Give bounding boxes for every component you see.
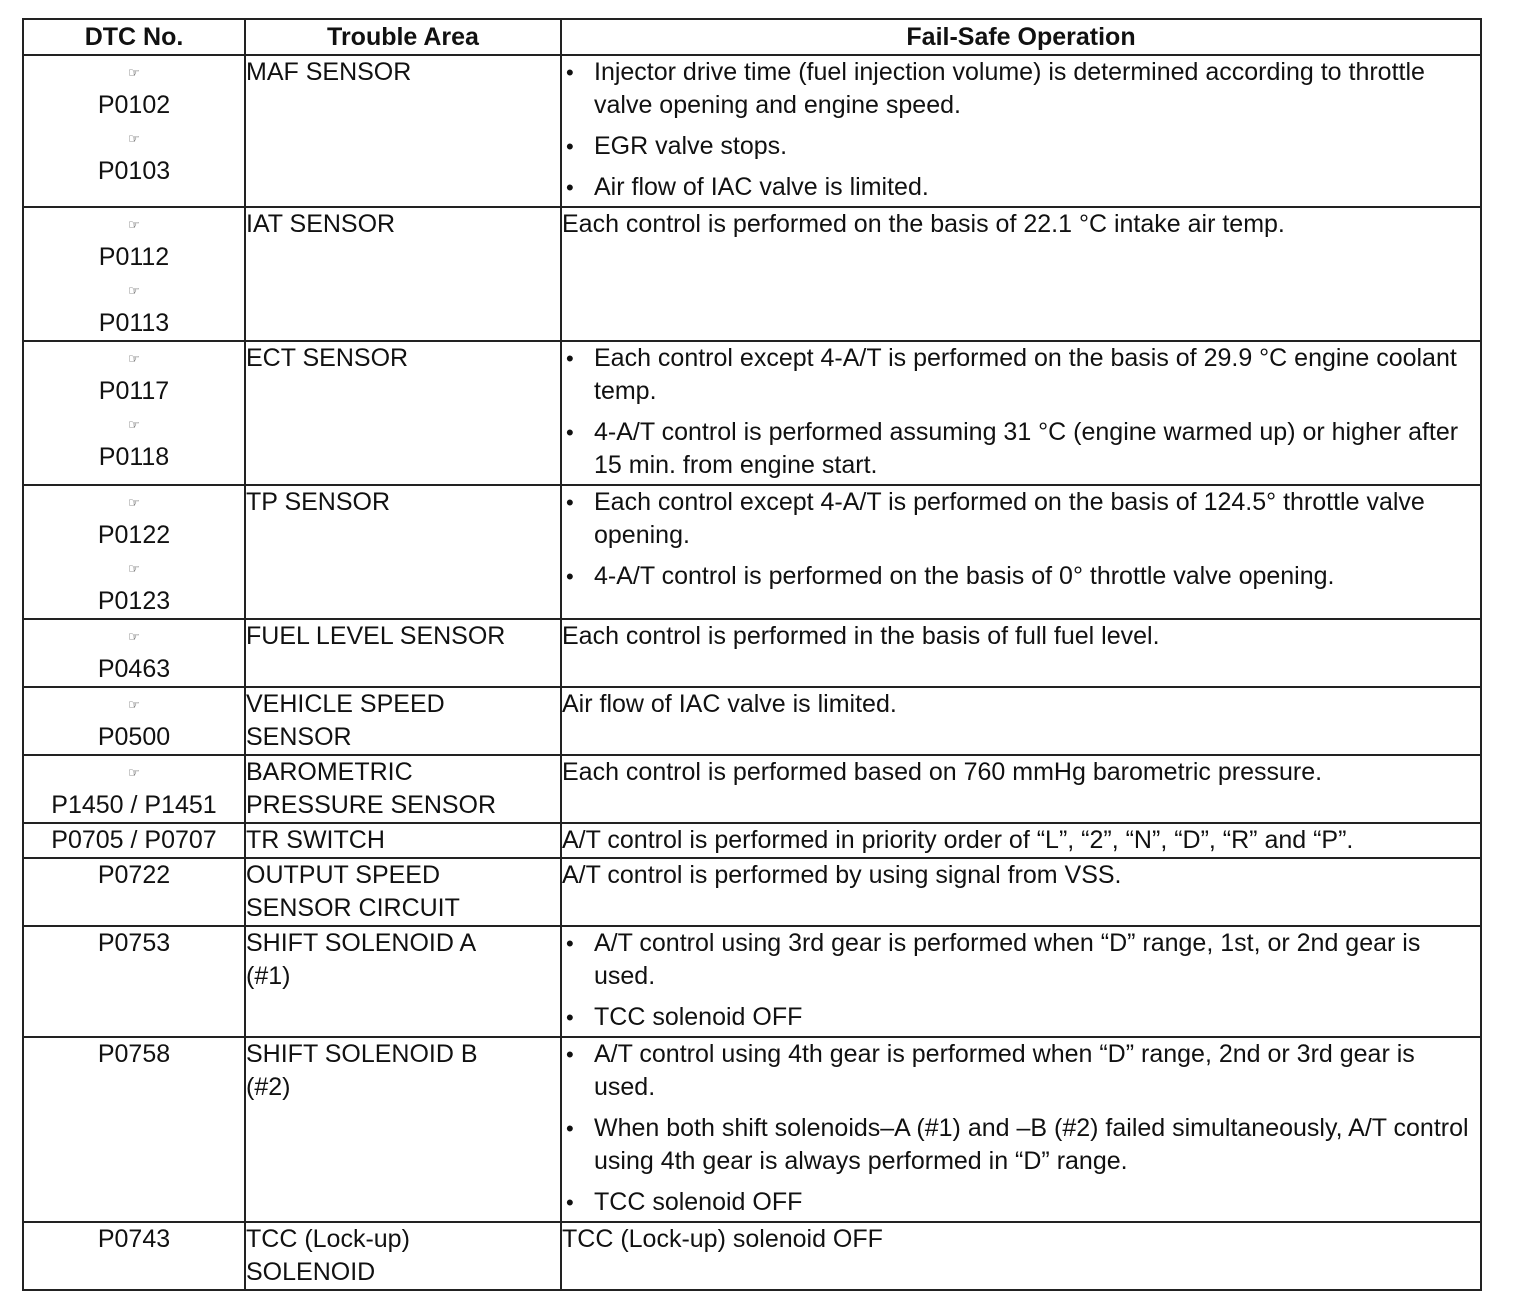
operation-bullet-list — [562, 56, 1480, 204]
trouble-area-text: PRESSURE SENSOR — [246, 791, 497, 819]
trouble-area-text: TP SENSOR — [246, 488, 391, 516]
dtc-code-cell — [23, 687, 245, 755]
trouble-area-text: (#2) — [246, 1073, 291, 1101]
trouble-area-text: IAT SENSOR — [246, 210, 396, 238]
trouble-area-cell — [245, 926, 561, 1037]
ref-hand-icon[interactable]: ☞ — [128, 131, 140, 146]
ref-hand-icon[interactable]: ☞ — [128, 495, 140, 510]
dtc-code-cell — [23, 207, 245, 341]
dtc-code-cell — [23, 619, 245, 687]
fail-safe-table — [22, 18, 1482, 1291]
dtc-code-cell — [23, 1037, 245, 1222]
trouble-area-text: SOLENOID — [246, 1258, 376, 1286]
dtc-code[interactable]: P0118 — [98, 443, 170, 471]
dtc-code[interactable]: P1450 / P1451 — [51, 791, 217, 819]
table-body — [23, 55, 1481, 1290]
operation-bullet-item: • EGR valve stops. — [562, 130, 1480, 163]
fail-safe-operation-cell — [561, 55, 1481, 207]
operation-text: TCC (Lock-up) solenoid OFF — [562, 1225, 883, 1253]
operation-bullet-item: • A/T control using 4th gear is performed when “D” range, 2nd or 3rd gear is used. — [562, 1038, 1480, 1104]
table-row — [23, 858, 1481, 926]
trouble-area-cell — [245, 485, 561, 619]
operation-bullet-list — [562, 342, 1480, 482]
ref-hand-icon[interactable]: ☞ — [128, 765, 140, 780]
ref-hand-icon[interactable]: ☞ — [128, 65, 140, 80]
dtc-code-cell — [23, 1222, 245, 1290]
trouble-area-cell — [245, 858, 561, 926]
table-row — [23, 1037, 1481, 1222]
operation-bullet-item: • Each control except 4-A/T is performed on the basis of 124.5° throttle valve opening. — [562, 486, 1480, 552]
table-row — [23, 485, 1481, 619]
trouble-area-cell — [245, 1222, 561, 1290]
operation-bullet-item: • A/T control using 3rd gear is performed when “D” range, 1st, or 2nd gear is used. — [562, 927, 1480, 993]
ref-hand-icon[interactable]: ☞ — [128, 561, 140, 576]
table-row — [23, 207, 1481, 341]
dtc-code[interactable]: P0103 — [97, 157, 171, 185]
operation-bullet-item: • When both shift solenoids–A (#1) and –B (#2) failed simultaneously, A/T control using 4th gear is always performed in “D” range. — [562, 1112, 1480, 1178]
fail-safe-operation-cell — [561, 755, 1481, 823]
ref-hand-icon[interactable]: ☞ — [128, 629, 140, 644]
trouble-area-cell — [245, 687, 561, 755]
operation-bullet-item: • Each control except 4-A/T is performed on the basis of 29.9 °C engine coolant temp. — [562, 342, 1480, 408]
trouble-area-text: (#1) — [246, 962, 291, 990]
dtc-code-cell — [23, 341, 245, 485]
ref-hand-icon[interactable]: ☞ — [128, 351, 140, 366]
table-row — [23, 755, 1481, 823]
operation-text: A/T control is performed in priority order of “L”, “2”, “N”, “D”, “R” and “P”. — [562, 826, 1354, 854]
fail-safe-operation-cell — [561, 207, 1481, 341]
trouble-area-text: SENSOR — [246, 723, 352, 751]
trouble-area-cell — [245, 207, 561, 341]
operation-bullet-item: • 4-A/T control is performed on the basis of 0° throttle valve opening. — [562, 560, 1480, 593]
table-row — [23, 1222, 1481, 1290]
operation-bullet-item: • Air flow of IAC valve is limited. — [562, 171, 1480, 204]
dtc-code[interactable]: P0122 — [97, 521, 171, 549]
trouble-area-cell — [245, 755, 561, 823]
dtc-code-cell — [23, 485, 245, 619]
trouble-area-text: VEHICLE SPEED — [246, 690, 445, 718]
dtc-code[interactable]: P0753 — [97, 929, 171, 957]
trouble-area-text: MAF SENSOR — [246, 58, 412, 86]
trouble-area-text: SHIFT SOLENOID A — [246, 929, 477, 957]
dtc-code[interactable]: P0463 — [97, 655, 171, 683]
fail-safe-operation-cell — [561, 926, 1481, 1037]
dtc-code[interactable]: P0705 / P0707 — [51, 826, 217, 854]
fail-safe-operation-cell — [561, 823, 1481, 858]
fail-safe-operation-cell — [561, 1222, 1481, 1290]
header-row — [23, 19, 1481, 55]
trouble-area-text: BAROMETRIC — [246, 758, 413, 786]
trouble-area-cell — [245, 823, 561, 858]
dtc-code[interactable]: P0113 — [98, 309, 170, 337]
dtc-code-cell — [23, 55, 245, 207]
fail-safe-operation-cell — [561, 687, 1481, 755]
operation-text: Each control is performed based on 760 mmHg barometric pressure. — [562, 758, 1323, 786]
ref-hand-icon[interactable]: ☞ — [128, 217, 140, 232]
dtc-code[interactable]: P0500 — [97, 723, 171, 751]
trouble-area-cell — [245, 619, 561, 687]
trouble-area-text: ECT SENSOR — [246, 344, 409, 372]
fail-safe-operation-cell — [561, 485, 1481, 619]
operation-bullet-list — [562, 486, 1480, 593]
dtc-code[interactable]: P0743 — [97, 1225, 171, 1253]
trouble-area-text: FUEL LEVEL SENSOR — [246, 622, 506, 650]
header-trouble-area: Trouble Area — [245, 19, 561, 55]
table-row — [23, 619, 1481, 687]
trouble-area-cell — [245, 1037, 561, 1222]
dtc-code[interactable]: P0123 — [97, 587, 171, 615]
dtc-code[interactable]: P0722 — [97, 861, 171, 889]
operation-bullet-item: • Injector drive time (fuel injection volume) is determined according to throttle valve opening and engine speed. — [562, 56, 1480, 122]
ref-hand-icon[interactable]: ☞ — [128, 417, 140, 432]
dtc-code-cell — [23, 858, 245, 926]
table-row — [23, 687, 1481, 755]
dtc-code[interactable]: P0102 — [97, 91, 171, 119]
operation-text: A/T control is performed by using signal from VSS. — [562, 861, 1122, 889]
dtc-code-cell — [23, 926, 245, 1037]
table-row — [23, 926, 1481, 1037]
operation-text: Each control is performed in the basis of full fuel level. — [562, 622, 1160, 650]
trouble-area-text: TR SWITCH — [246, 826, 385, 854]
trouble-area-text: SENSOR CIRCUIT — [246, 894, 460, 922]
header-dtc-no: DTC No. — [23, 19, 245, 55]
operation-bullet-item: • TCC solenoid OFF — [562, 1001, 1480, 1034]
table-row — [23, 341, 1481, 485]
ref-hand-icon[interactable]: ☞ — [128, 283, 140, 298]
dtc-code[interactable]: P0112 — [98, 243, 170, 271]
fail-safe-operation-cell — [561, 1037, 1481, 1222]
fail-safe-operation-cell — [561, 619, 1481, 687]
operation-bullet-item: • 4-A/T control is performed assuming 31 °C (engine warmed up) or higher after 15 min. from engine start. — [562, 416, 1480, 482]
dtc-code-cell — [23, 755, 245, 823]
operation-text: Air flow of IAC valve is limited. — [562, 690, 897, 718]
operation-bullet-item: • TCC solenoid OFF — [562, 1186, 1480, 1219]
ref-hand-icon[interactable]: ☞ — [128, 697, 140, 712]
trouble-area-text: TCC (Lock-up) — [246, 1225, 410, 1253]
operation-bullet-list — [562, 927, 1480, 1034]
operation-text: Each control is performed on the basis of 22.1 °C intake air temp. — [562, 210, 1285, 238]
dtc-code-cell — [23, 823, 245, 858]
header-fail-safe-operation: Fail-Safe Operation — [561, 19, 1481, 55]
fail-safe-operation-cell — [561, 341, 1481, 485]
trouble-area-cell — [245, 341, 561, 485]
operation-bullet-list — [562, 1038, 1480, 1219]
table-row — [23, 55, 1481, 207]
trouble-area-cell — [245, 55, 561, 207]
trouble-area-text: OUTPUT SPEED — [246, 861, 441, 889]
trouble-area-text: SHIFT SOLENOID B — [246, 1040, 478, 1068]
dtc-code[interactable]: P0758 — [97, 1040, 171, 1068]
table-row — [23, 823, 1481, 858]
fail-safe-operation-cell — [561, 858, 1481, 926]
dtc-code[interactable]: P0117 — [98, 377, 170, 405]
